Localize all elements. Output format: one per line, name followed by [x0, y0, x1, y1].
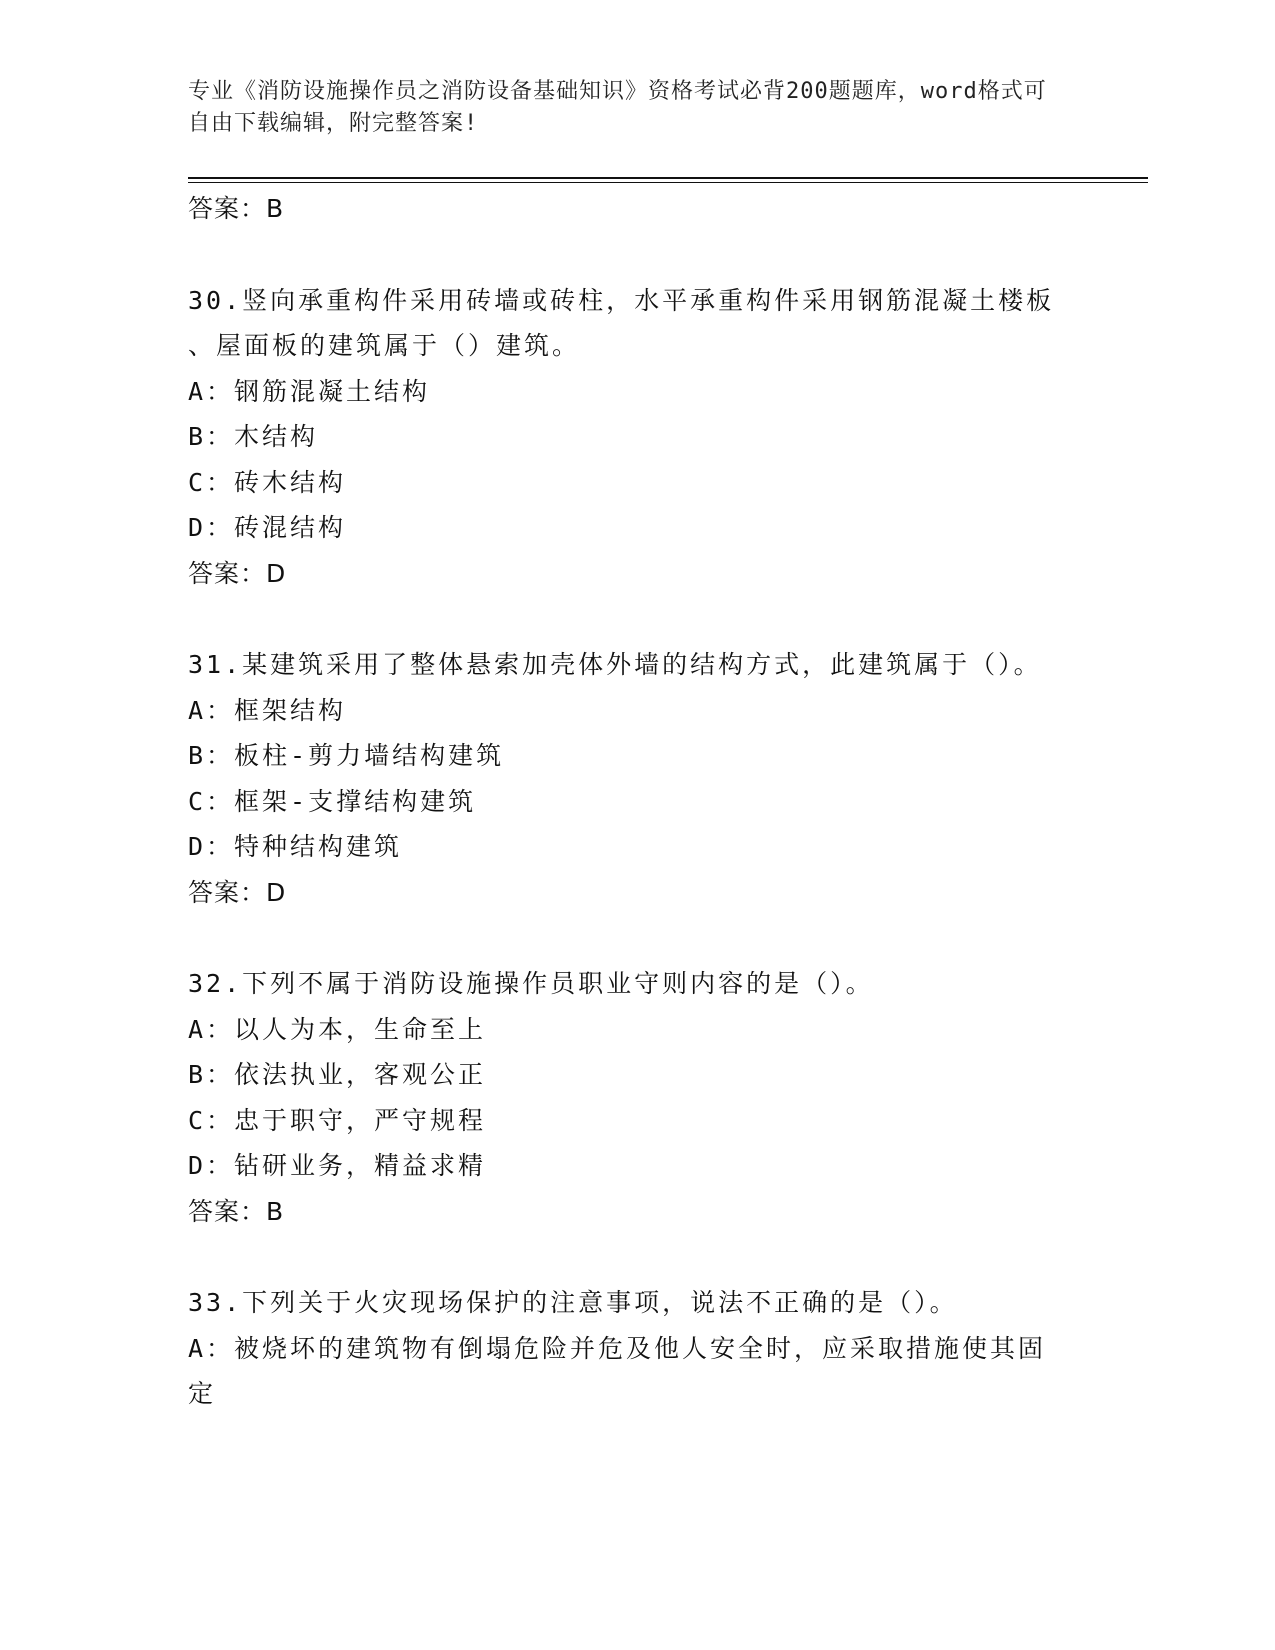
option-b: B：依法执业，客观公正: [188, 1060, 487, 1089]
header-rule-secondary: [188, 182, 1148, 183]
question-stem: 31.某建筑采用了整体悬索加壳体外墙的结构方式，此建筑属于（）。: [188, 650, 1042, 679]
question-block: [188, 961, 1088, 1234]
question-stem: 30.竖向承重构件采用砖墙或砖柱，水平承重构件采用钢筋混凝土楼板: [188, 285, 1055, 315]
option-a: A：被烧坏的建筑物有倒塌危险并危及他人安全时，应采取措施使其固: [188, 1333, 1047, 1363]
option-c: C：框架-支撑结构建筑: [188, 786, 477, 816]
option-d: D：钻研业务，精益求精: [188, 1151, 487, 1180]
spacer: [188, 1234, 1088, 1280]
page-header: [188, 76, 1068, 140]
question-block: [188, 278, 1088, 597]
option-d: D：砖混结构: [188, 513, 347, 542]
option-b: B：木结构: [188, 422, 319, 451]
answer-line: 答案：B: [188, 194, 285, 223]
question-block: [188, 642, 1088, 915]
answer-line: 答案：B: [188, 1196, 285, 1226]
question-stem: 33.下列关于火灾现场保护的注意事项，说法不正确的是（）。: [188, 1288, 958, 1317]
spacer: [188, 232, 1088, 278]
answer-line: 答案：D: [188, 558, 287, 588]
option-a: A：框架结构: [188, 695, 347, 725]
answer-line: 答案：D: [188, 877, 287, 907]
option-b: B：板柱-剪力墙结构建筑: [188, 741, 505, 770]
document-body: [188, 186, 1088, 1417]
option-d: D：特种结构建筑: [188, 832, 403, 861]
header-text: 专业《消防设施操作员之消防设备基础知识》资格考试必背200题题库，word格式可自由下载编辑，附完整答案!: [188, 79, 1047, 136]
question-stem: 、屋面板的建筑属于（）建筑。: [188, 331, 581, 360]
spacer: [188, 596, 1088, 642]
header-rule: [188, 177, 1148, 179]
question-stem: 32.下列不属于消防设施操作员职业守则内容的是（）。: [188, 969, 874, 998]
option-a: A：钢筋混凝土结构: [188, 376, 431, 406]
spacer: [188, 915, 1088, 961]
option-a-continuation: 定: [188, 1379, 217, 1408]
question-block: [188, 1280, 1088, 1417]
option-c: C：忠于职守，严守规程: [188, 1105, 487, 1135]
option-a: A：以人为本，生命至上: [188, 1014, 487, 1044]
option-c: C：砖木结构: [188, 467, 347, 497]
